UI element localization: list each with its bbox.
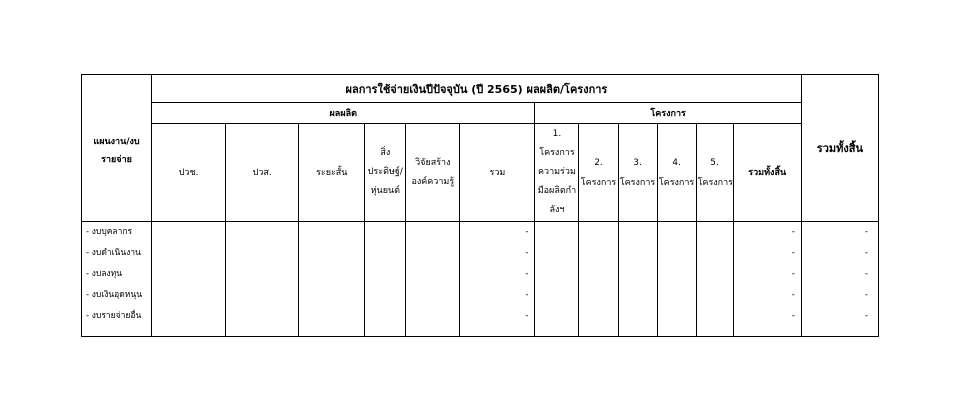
col-header-pvc: ปวช.: [152, 124, 226, 222]
col-header-output-total: รวม: [460, 124, 535, 222]
budget-table: [81, 74, 879, 337]
row-labels-cell: [82, 222, 152, 337]
project-total-value: -: [791, 290, 795, 300]
cell-project-3: [618, 222, 657, 337]
output-total-value: -: [525, 311, 529, 321]
row-header-text: แผนงาน/งบ รายจ่าย: [93, 137, 140, 165]
cell-project-total: [733, 222, 801, 337]
col-header-project-3: 3. โครงการ: [618, 124, 657, 222]
cell-short-course: [299, 222, 365, 337]
output-total-value: -: [525, 290, 529, 300]
output-total-value: -: [525, 248, 529, 258]
cell-project-4: [657, 222, 696, 337]
grand-total-value: -: [864, 269, 868, 279]
row-label-personnel: - งบบุคลากร: [86, 227, 133, 237]
project-total-value: -: [791, 269, 795, 279]
output-group-header: ผลผลิต: [152, 103, 535, 124]
row-label-other: - งบรายจ่ายอื่น: [86, 311, 142, 321]
col-header-project-4: 4. โครงการ: [657, 124, 696, 222]
row-header: [82, 75, 152, 222]
grand-total-header: รวมทั้งสิ้น: [801, 75, 878, 222]
cell-research: [406, 222, 460, 337]
col-header-short-course: ระยะสั้น: [299, 124, 365, 222]
project-total-value: -: [791, 227, 795, 237]
grand-total-value: -: [864, 248, 868, 258]
project-total-value: -: [791, 311, 795, 321]
cell-grand-total: [801, 222, 878, 337]
row-label-investment: - งบลงทุน: [86, 269, 123, 279]
cell-invention: [365, 222, 406, 337]
row-label-operations: - งบดำเนินงาน: [86, 248, 141, 258]
cell-project-5: [696, 222, 733, 337]
cell-output-total: [460, 222, 535, 337]
col-header-project-total: รวมทั้งสิ้น: [733, 124, 801, 222]
grand-total-value: -: [864, 227, 868, 237]
output-total-value: -: [525, 269, 529, 279]
col-header-research: วิจัยสร้างองค์ความรู้: [406, 124, 460, 222]
cell-pvs: [226, 222, 299, 337]
cell-project-2: [579, 222, 618, 337]
col-header-project-1: 1. โครงการความร่วมมือผลิตกำลังฯ: [535, 124, 579, 222]
grand-total-value: -: [864, 290, 868, 300]
budget-sheet: [81, 74, 879, 337]
project-group-header: โครงการ: [535, 103, 801, 124]
col-header-project-2: 2. โครงการ: [579, 124, 618, 222]
grand-total-value: -: [864, 311, 868, 321]
cell-pvc: [152, 222, 226, 337]
table-title: ผลการใช้จ่ายเงินปีปัจจุบัน (ปี 2565) ผลผลิต/โครงการ: [152, 75, 802, 103]
output-total-value: -: [525, 227, 529, 237]
row-label-subsidy: - งบเงินอุดหนุน: [86, 290, 143, 300]
col-header-pvs: ปวส.: [226, 124, 299, 222]
col-header-invention: สิ่งประดิษฐ์/หุ่นยนต์: [365, 124, 406, 222]
col-header-project-5: 5. โครงการ: [696, 124, 733, 222]
project-total-value: -: [791, 248, 795, 258]
cell-project-1: [535, 222, 579, 337]
